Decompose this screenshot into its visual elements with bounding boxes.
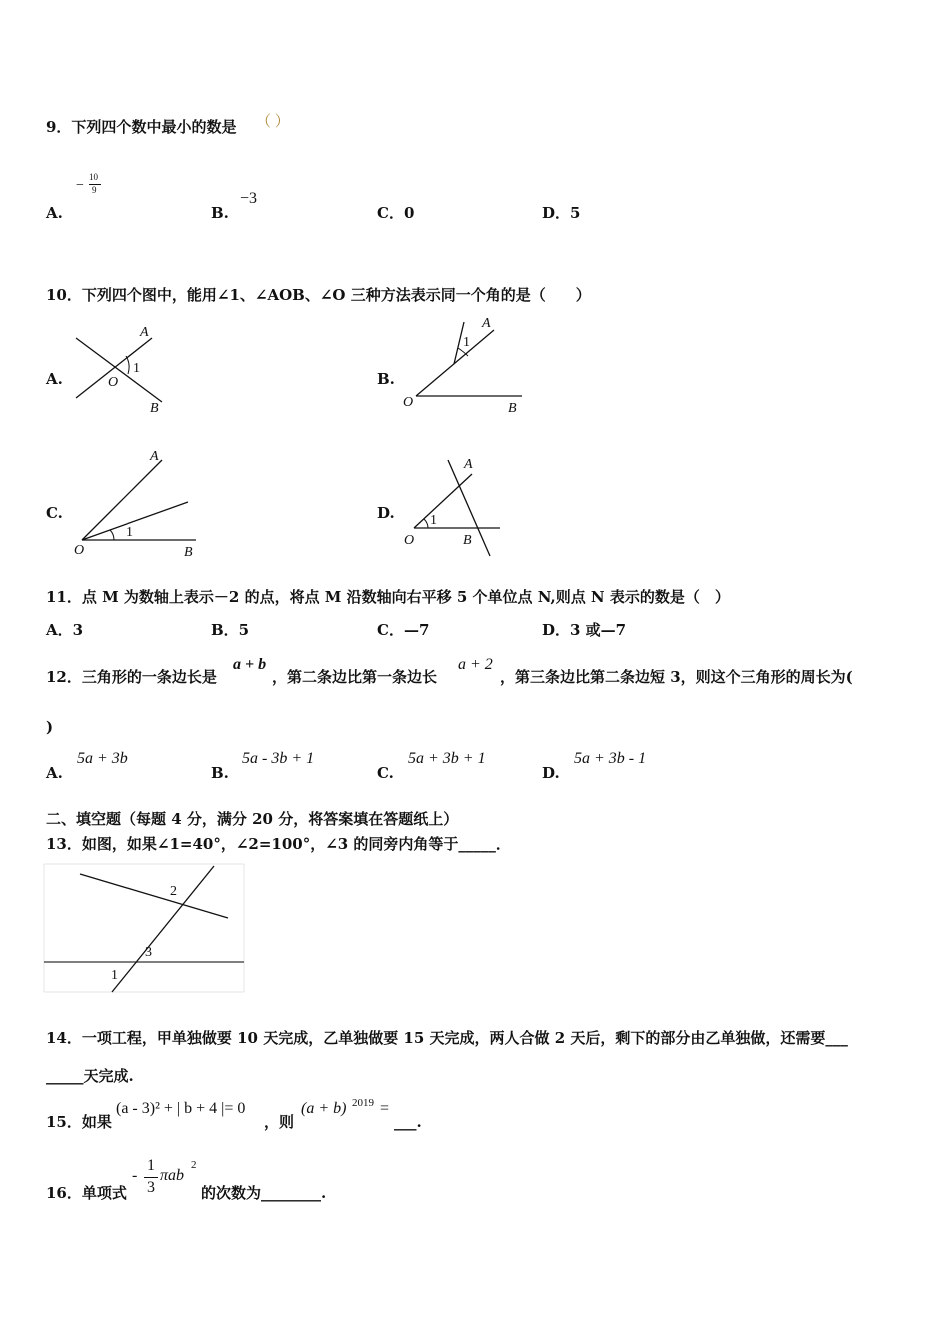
q10-option-a-label: A. — [46, 370, 63, 388]
label-a: A — [140, 325, 149, 340]
q13-figure — [44, 864, 244, 994]
q12-expr-2: a + 2 — [458, 656, 493, 673]
q14-line-1: 14．一项工程，甲单独做要 10 天完成，乙单独做要 15 天完成，两人合做 2 天后，剩下的部分由乙单独做，还需要___ — [46, 1029, 848, 1047]
q14-line-2: _____天完成. — [46, 1067, 134, 1085]
label-a: A — [482, 316, 491, 331]
q12-option-d-label: D. — [542, 764, 560, 782]
q9-answer-paren: （ ） — [256, 114, 290, 130]
label-two: 2 — [170, 884, 177, 899]
q11-stem: 11．点 M 为数轴上表示－2 的点，将点 M 沿数轴向右平移 5 个单位点 N,则点 N 表示的数是（ ） — [46, 588, 730, 606]
line-upper — [80, 874, 228, 918]
q12-option-a-expr: 5a + 3b — [77, 750, 128, 767]
label-o: O — [74, 543, 85, 558]
fraction-denominator: 3 — [147, 1179, 155, 1196]
q10-figure-d — [400, 452, 510, 562]
q12-option-d-expr: 5a + 3b - 1 — [574, 750, 647, 767]
q15-post: ___. — [394, 1113, 422, 1131]
q10-figure-b — [400, 314, 530, 414]
angle-arc — [110, 530, 114, 540]
q12-stem-mid: ，第二条边比第一条边长 — [272, 668, 438, 686]
q9-option-b-expr: −3 — [240, 190, 258, 207]
q12-stem-pre: 12．三角形的一条边长是 — [46, 668, 217, 686]
fraction-numerator: 1 — [147, 1157, 155, 1174]
transversal — [112, 866, 214, 992]
label-o: O — [108, 375, 119, 390]
q15-expr-2-eq: = — [380, 1100, 390, 1117]
label-one: 1 — [111, 968, 118, 983]
q10-stem: 10．下列四个图中，能用∠1、∠AOB、∠O 三种方法表示同一个角的是（ ） — [46, 286, 591, 304]
figure-frame — [44, 864, 244, 992]
q9-option-d: D．5 — [542, 204, 581, 222]
label-three: 3 — [145, 945, 152, 960]
q13-stem: 13．如图，如果∠1=40°，∠2=100°，∠3 的同旁内角等于_____． — [46, 835, 511, 853]
minus-sign: − — [76, 178, 84, 193]
label-one: 1 — [133, 361, 140, 376]
section2-heading: 二、填空题（每题 4 分，满分 20 分，将答案填在答题纸上） — [46, 810, 459, 828]
q9-option-a-label: A. — [46, 204, 63, 222]
q12-option-c-expr: 5a + 3b + 1 — [408, 750, 486, 767]
monomial-exponent: 2 — [191, 1159, 197, 1171]
q15-expr-1: (a - 3)² + | b + 4 |= 0 — [116, 1100, 246, 1117]
q11-option-c: C．—7 — [377, 621, 430, 639]
q11-option-d: D．3 或—7 — [542, 621, 627, 639]
minus-sign: - — [132, 1167, 138, 1184]
label-b: B — [463, 533, 472, 548]
q12-close-paren: ) — [46, 718, 54, 736]
label-o: O — [404, 533, 415, 548]
fraction-bar — [144, 1177, 158, 1178]
label-b: B — [508, 401, 517, 416]
label-one: 1 — [126, 525, 133, 540]
ray-oa — [416, 330, 494, 396]
ray-oa — [82, 460, 162, 540]
ray-middle — [82, 502, 188, 540]
q12-option-c-label: C. — [377, 764, 394, 782]
q16-monomial — [132, 1157, 202, 1203]
q11-option-a: A．3 — [46, 621, 84, 639]
q15-pre: 15．如果 — [46, 1113, 112, 1131]
label-b: B — [150, 401, 159, 416]
fraction-numerator: 10 — [89, 172, 98, 182]
q16-pre: 16．单项式 — [46, 1184, 127, 1202]
label-one: 1 — [430, 513, 437, 528]
q12-stem-post: ，第三条边比第二条边短 3，则这个三角形的周长为( — [500, 668, 853, 686]
q10-option-c-label: C. — [46, 504, 63, 522]
label-a: A — [150, 449, 159, 464]
fraction-denominator: 9 — [92, 185, 97, 195]
label-o: O — [403, 395, 414, 410]
q10-option-b-label: B. — [377, 370, 395, 388]
q15-expr-2-base: (a + b) — [301, 1100, 347, 1117]
line-oa — [414, 474, 472, 528]
monomial-body: πab — [160, 1167, 185, 1184]
q12-option-a-label: A. — [46, 764, 63, 782]
q9-option-b-label: B. — [211, 204, 229, 222]
label-a: A — [464, 457, 473, 472]
q15-mid: ，则 — [264, 1113, 295, 1131]
q12-option-b-label: B. — [211, 764, 229, 782]
q10-figure-a — [70, 322, 170, 416]
q15-expr-2-exp: 2019 — [352, 1097, 374, 1109]
label-one: 1 — [463, 335, 470, 350]
q10-figure-c — [68, 448, 208, 563]
q9-option-c: C．0 — [377, 204, 415, 222]
q9-stem: 9．下列四个数中最小的数是 — [46, 118, 237, 136]
q11-option-b: B．5 — [211, 621, 250, 639]
q10-option-d-label: D. — [377, 504, 395, 522]
q16-post: 的次数为________. — [201, 1184, 327, 1202]
q12-expr-1: a + b — [233, 656, 267, 673]
line-ob — [76, 338, 162, 402]
angle-arc — [424, 519, 428, 528]
q12-option-b-expr: 5a - 3b + 1 — [242, 750, 315, 767]
label-b: B — [184, 545, 193, 560]
